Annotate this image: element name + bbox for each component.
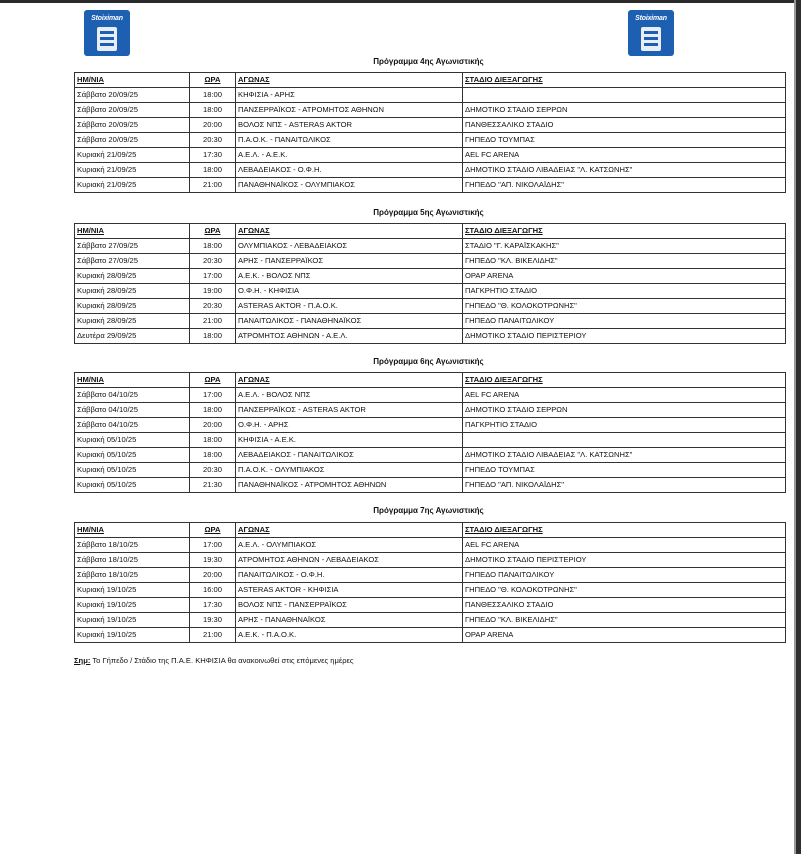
row-date: Σάββατο 04/10/25 [75,418,190,433]
row-date: Σάββατο 20/09/25 [75,103,190,118]
stoiximan-logo-left [84,10,130,56]
row-match: ΠΑΝΑΘΗΝΑΪΚΟΣ - ΑΤΡΟΜΗΤΟΣ ΑΘΗΝΩΝ [236,478,463,493]
round-4-table [74,72,786,193]
row-venue: ΣΤΑΔΙΟ "Γ. ΚΑΡΑΪΣΚΑΚΗΣ" [463,239,786,254]
header-time: ΩΡΑ [190,523,236,538]
row-time: 21:00 [190,178,236,193]
row-venue: OPAP ARENA [463,269,786,284]
row-venue: ΔΗΜΟΤΙΚΟ ΣΤΑΔΙΟ ΣΕΡΡΩΝ [463,103,786,118]
table-row [75,628,786,643]
table-row [75,553,786,568]
row-venue [463,88,786,103]
table-row [75,568,786,583]
row-time: 20:30 [190,254,236,269]
round-6-table [74,372,786,493]
row-venue: ΓΗΠΕΔΟ "ΑΠ. ΝΙΚΟΛΑΪΔΗΣ" [463,178,786,193]
row-time: 17:30 [190,148,236,163]
row-date: Κυριακή 19/10/25 [75,613,190,628]
row-match: ΠΑΝΣΕΡΡΑΪΚΟΣ - ΑΤΡΟΜΗΤΟΣ ΑΘΗΝΩΝ [236,103,463,118]
row-date: Κυριακή 05/10/25 [75,448,190,463]
table-header-row [75,373,786,388]
row-match: ΠΑΝΣΕΡΡΑΪΚΟΣ - ASTERAS AKTOR [236,403,463,418]
row-date: Δευτέρα 29/09/25 [75,329,190,344]
row-match: ΚΗΦΙΣΙΑ - Α.Ε.Κ. [236,433,463,448]
table-row [75,388,786,403]
row-time: 18:00 [190,103,236,118]
row-date: Κυριακή 19/10/25 [75,598,190,613]
round-6-title: Πρόγραμμα 6ης Αγωνιστικής [373,357,484,366]
row-venue: AEL FC ARENA [463,538,786,553]
table-header-row [75,224,786,239]
row-time: 18:00 [190,403,236,418]
table-header-row [75,523,786,538]
round-5-title: Πρόγραμμα 5ης Αγωνιστικής [373,208,484,217]
row-venue: AEL FC ARENA [463,388,786,403]
row-time: 21:00 [190,628,236,643]
logo-text: Stoiximan [91,15,123,22]
table-row [75,118,786,133]
row-date: Σάββατο 20/09/25 [75,133,190,148]
row-date: Σάββατο 20/09/25 [75,88,190,103]
round-5-table [74,223,786,344]
row-date: Κυριακή 28/09/25 [75,314,190,329]
row-date: Σάββατο 27/09/25 [75,254,190,269]
table-row [75,403,786,418]
row-time: 18:00 [190,239,236,254]
row-match: ΠΑΝΑΘΗΝΑΪΚΟΣ - ΟΛΥΜΠΙΑΚΟΣ [236,178,463,193]
table-row [75,478,786,493]
table-row [75,269,786,284]
header-venue: ΣΤΑΔΙΟ ΔΙΕΞΑΓΩΓΗΣ [463,523,786,538]
row-time: 18:00 [190,88,236,103]
header-date: ΗΜ/ΝΙΑ [75,373,190,388]
table-row [75,433,786,448]
footnote-label: Σημ: [74,656,91,665]
row-time: 17:30 [190,598,236,613]
row-match: Π.Α.Ο.Κ. - ΠΑΝΑΙΤΩΛΙΚΟΣ [236,133,463,148]
row-date: Κυριακή 05/10/25 [75,433,190,448]
header-time: ΩΡΑ [190,73,236,88]
row-date: Σάββατο 18/10/25 [75,553,190,568]
table-row [75,254,786,269]
row-venue: AEL FC ARENA [463,148,786,163]
table-row [75,538,786,553]
row-date: Σάββατο 20/09/25 [75,118,190,133]
row-time: 17:00 [190,538,236,553]
table-row [75,239,786,254]
row-date: Κυριακή 05/10/25 [75,478,190,493]
row-date: Κυριακή 19/10/25 [75,628,190,643]
row-match: ΠΑΝΑΙΤΩΛΙΚΟΣ - Ο.Φ.Η. [236,568,463,583]
row-venue: ΓΗΠΕΔΟ "Θ. ΚΟΛΟΚΟΤΡΩΝΗΣ" [463,583,786,598]
row-time: 18:00 [190,433,236,448]
row-time: 18:00 [190,163,236,178]
row-match: ΑΤΡΟΜΗΤΟΣ ΑΘΗΝΩΝ - ΛΕΒΑΔΕΙΑΚΟΣ [236,553,463,568]
table-row [75,613,786,628]
scan-edge-top [0,0,801,3]
table-row [75,329,786,344]
row-match: Ο.Φ.Η. - ΑΡΗΣ [236,418,463,433]
table-row [75,178,786,193]
row-date: Κυριακή 21/09/25 [75,178,190,193]
row-venue: ΓΗΠΕΔΟ "ΚΛ. ΒΙΚΕΛΙΔΗΣ" [463,254,786,269]
row-date: Σάββατο 27/09/25 [75,239,190,254]
row-time: 17:00 [190,388,236,403]
row-match: ΟΛΥΜΠΙΑΚΟΣ - ΛΕΒΑΔΕΙΑΚΟΣ [236,239,463,254]
row-time: 20:00 [190,118,236,133]
footnote [74,656,354,665]
row-venue: ΓΗΠΕΔΟ ΤΟΥΜΠΑΣ [463,463,786,478]
row-venue: ΓΗΠΕΔΟ "Θ. ΚΟΛΟΚΟΤΡΩΝΗΣ" [463,299,786,314]
row-match: ΑΡΗΣ - ΠΑΝΑΘΗΝΑΪΚΟΣ [236,613,463,628]
row-venue: ΔΗΜΟΤΙΚΟ ΣΤΑΔΙΟ ΛΙΒΑΔΕΙΑΣ "Λ. ΚΑΤΣΩΝΗΣ" [463,163,786,178]
row-venue: ΔΗΜΟΤΙΚΟ ΣΤΑΔΙΟ ΠΕΡΙΣΤΕΡΙΟΥ [463,553,786,568]
row-time: 19:00 [190,284,236,299]
footnote-text: Το Γήπεδο / Στάδιο της Π.Α.Ε. ΚΗΦΙΣΙΑ θα ανακοινωθεί στις επόμενες ημέρες [90,656,354,665]
row-match: Α.Ε.Κ. - ΒΟΛΟΣ ΝΠΣ [236,269,463,284]
row-date: Κυριακή 05/10/25 [75,463,190,478]
row-time: 21:00 [190,314,236,329]
row-time: 17:00 [190,269,236,284]
row-date: Κυριακή 28/09/25 [75,284,190,299]
row-time: 16:00 [190,583,236,598]
header-match: ΑΓΩΝΑΣ [236,73,463,88]
row-venue: ΔΗΜΟΤΙΚΟ ΣΤΑΔΙΟ ΣΕΡΡΩΝ [463,403,786,418]
row-match: ΛΕΒΑΔΕΙΑΚΟΣ - Ο.Φ.Η. [236,163,463,178]
row-time: 19:30 [190,613,236,628]
row-venue: ΓΗΠΕΔΟ ΠΑΝΑΙΤΩΛΙΚΟΥ [463,314,786,329]
row-match: ASTERAS AKTOR - Π.Α.Ο.Κ. [236,299,463,314]
row-date: Σάββατο 04/10/25 [75,403,190,418]
row-match: ΑΡΗΣ - ΠΑΝΣΕΡΡΑΪΚΟΣ [236,254,463,269]
row-date: Σάββατο 18/10/25 [75,538,190,553]
row-match: ΚΗΦΙΣΙΑ - ΑΡΗΣ [236,88,463,103]
row-venue: ΔΗΜΟΤΙΚΟ ΣΤΑΔΙΟ ΛΙΒΑΔΕΙΑΣ "Λ. ΚΑΤΣΩΝΗΣ" [463,448,786,463]
table-row [75,133,786,148]
header-match: ΑΓΩΝΑΣ [236,373,463,388]
table-row [75,163,786,178]
row-time: 20:30 [190,463,236,478]
row-venue: ΠΑΝΘΕΣΣΑΛΙΚΟ ΣΤΑΔΙΟ [463,598,786,613]
row-venue: ΓΗΠΕΔΟ "ΑΠ. ΝΙΚΟΛΑΪΔΗΣ" [463,478,786,493]
scan-edge-right [796,0,801,854]
header-match: ΑΓΩΝΑΣ [236,224,463,239]
stoiximan-logo-right [628,10,674,56]
header-venue: ΣΤΑΔΙΟ ΔΙΕΞΑΓΩΓΗΣ [463,73,786,88]
row-venue: ΔΗΜΟΤΙΚΟ ΣΤΑΔΙΟ ΠΕΡΙΣΤΕΡΙΟΥ [463,329,786,344]
row-venue: ΓΗΠΕΔΟ ΤΟΥΜΠΑΣ [463,133,786,148]
row-match: Π.Α.Ο.Κ. - ΟΛΥΜΠΙΑΚΟΣ [236,463,463,478]
table-header-row [75,73,786,88]
header-match: ΑΓΩΝΑΣ [236,523,463,538]
table-row [75,598,786,613]
row-date: Κυριακή 21/09/25 [75,163,190,178]
row-match: Α.Ε.Λ. - ΒΟΛΟΣ ΝΠΣ [236,388,463,403]
row-time: 19:30 [190,553,236,568]
row-time: 21:30 [190,478,236,493]
header-date: ΗΜ/ΝΙΑ [75,523,190,538]
row-match: ΒΟΛΟΣ ΝΠΣ - ΠΑΝΣΕΡΡΑΪΚΟΣ [236,598,463,613]
round-7-table [74,522,786,643]
header-date: ΗΜ/ΝΙΑ [75,73,190,88]
league-badge-icon [97,27,117,51]
row-date: Κυριακή 21/09/25 [75,148,190,163]
table-row [75,299,786,314]
round-4-title: Πρόγραμμα 4ης Αγωνιστικής [373,57,484,66]
row-venue: OPAP ARENA [463,628,786,643]
row-date: Κυριακή 28/09/25 [75,299,190,314]
header-time: ΩΡΑ [190,373,236,388]
row-match: Α.Ε.Λ. - Α.Ε.Κ. [236,148,463,163]
table-row [75,463,786,478]
table-row [75,583,786,598]
table-row [75,148,786,163]
row-match: Α.Ε.Κ. - Π.Α.Ο.Κ. [236,628,463,643]
row-time: 20:00 [190,568,236,583]
row-time: 18:00 [190,448,236,463]
header-venue: ΣΤΑΔΙΟ ΔΙΕΞΑΓΩΓΗΣ [463,224,786,239]
table-row [75,418,786,433]
row-venue: ΠΑΓΚΡΗΤΙΟ ΣΤΑΔΙΟ [463,284,786,299]
row-match: ΠΑΝΑΙΤΩΛΙΚΟΣ - ΠΑΝΑΘΗΝΑΪΚΟΣ [236,314,463,329]
row-match: Α.Ε.Λ. - ΟΛΥΜΠΙΑΚΟΣ [236,538,463,553]
row-date: Κυριακή 28/09/25 [75,269,190,284]
row-venue: ΠΑΝΘΕΣΣΑΛΙΚΟ ΣΤΑΔΙΟ [463,118,786,133]
row-venue: ΓΗΠΕΔΟ "ΚΛ. ΒΙΚΕΛΙΔΗΣ" [463,613,786,628]
row-time: 18:00 [190,329,236,344]
round-7-title: Πρόγραμμα 7ης Αγωνιστικής [373,506,484,515]
row-match: ΛΕΒΑΔΕΙΑΚΟΣ - ΠΑΝΑΙΤΩΛΙΚΟΣ [236,448,463,463]
row-venue: ΓΗΠΕΔΟ ΠΑΝΑΙΤΩΛΙΚΟΥ [463,568,786,583]
row-date: Σάββατο 18/10/25 [75,568,190,583]
row-match: ΑΤΡΟΜΗΤΟΣ ΑΘΗΝΩΝ - Α.Ε.Λ. [236,329,463,344]
logo-text: Stoiximan [635,15,667,22]
table-row [75,314,786,329]
row-time: 20:30 [190,299,236,314]
row-match: ΒΟΛΟΣ ΝΠΣ - ASTERAS AKTOR [236,118,463,133]
table-row [75,284,786,299]
league-badge-icon [641,27,661,51]
row-date: Σάββατο 04/10/25 [75,388,190,403]
header-venue: ΣΤΑΔΙΟ ΔΙΕΞΑΓΩΓΗΣ [463,373,786,388]
header-date: ΗΜ/ΝΙΑ [75,224,190,239]
row-date: Κυριακή 19/10/25 [75,583,190,598]
row-time: 20:30 [190,133,236,148]
table-row [75,448,786,463]
row-match: ASTERAS AKTOR - ΚΗΦΙΣΙΑ [236,583,463,598]
row-venue [463,433,786,448]
table-row [75,103,786,118]
row-time: 20:00 [190,418,236,433]
header-time: ΩΡΑ [190,224,236,239]
table-row [75,88,786,103]
row-match: Ο.Φ.Η. - ΚΗΦΙΣΙΑ [236,284,463,299]
row-venue: ΠΑΓΚΡΗΤΙΟ ΣΤΑΔΙΟ [463,418,786,433]
